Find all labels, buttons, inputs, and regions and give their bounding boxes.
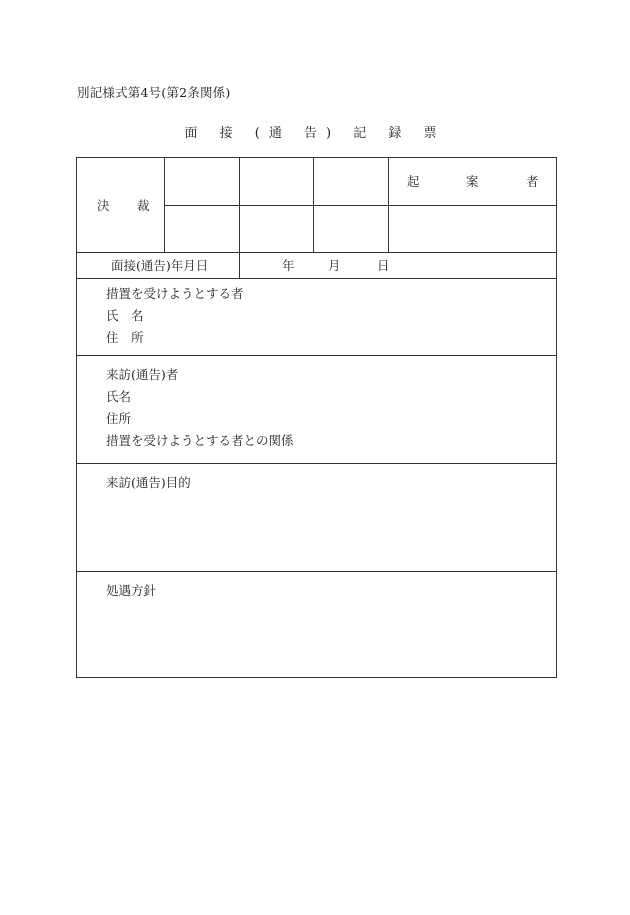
approval-stamp-box-6[interactable] — [314, 206, 388, 252]
decision-label-1: 決 — [97, 198, 110, 213]
subject-address-label: 住 所 — [106, 330, 144, 345]
approval-stamp-box-3[interactable] — [314, 158, 388, 205]
visitor-heading: 来訪(通告)者 — [106, 367, 179, 382]
date-row-label: 面接(通告)年月日 — [111, 258, 209, 273]
visitor-section-bottom-line — [77, 463, 556, 464]
date-month-label: 月 — [328, 258, 341, 273]
interview-date-field[interactable] — [240, 253, 556, 278]
policy-heading: 処遇方針 — [106, 583, 157, 598]
record-form-table — [76, 157, 557, 678]
purpose-heading: 来訪(通告)目的 — [106, 475, 191, 490]
date-row-bottom-line — [77, 278, 556, 279]
drafter-label-3: 者 — [526, 174, 539, 189]
approval-stamp-box-4[interactable] — [165, 206, 239, 252]
subject-section-bottom-line — [77, 355, 556, 356]
drafter-stamp-box[interactable] — [389, 206, 556, 252]
purpose-field[interactable] — [77, 496, 556, 571]
date-day-label: 日 — [377, 258, 390, 273]
visitor-address-label: 住所 — [106, 411, 132, 426]
drafter-label-2: 案 — [466, 174, 479, 189]
approval-stamp-box-5[interactable] — [240, 206, 313, 252]
drafter-label-1: 起 — [407, 174, 420, 189]
document-title: 面 接 (通 告) 記 録 票 — [184, 126, 446, 141]
subject-name-label: 氏 名 — [106, 308, 144, 323]
form-reference: 別記様式第4号(第2条関係) — [77, 85, 231, 100]
decision-label-2: 裁 — [137, 198, 150, 213]
policy-field[interactable] — [77, 604, 556, 677]
purpose-section-bottom-line — [77, 571, 556, 572]
approval-stamp-box-1[interactable] — [165, 158, 239, 205]
approval-stamp-box-2[interactable] — [240, 158, 313, 205]
date-year-label: 年 — [282, 258, 295, 273]
visitor-name-label: 氏名 — [106, 389, 132, 404]
subject-heading: 措置を受けようとする者 — [106, 286, 244, 301]
visitor-relation-label: 措置を受けようとする者との関係 — [106, 433, 294, 448]
